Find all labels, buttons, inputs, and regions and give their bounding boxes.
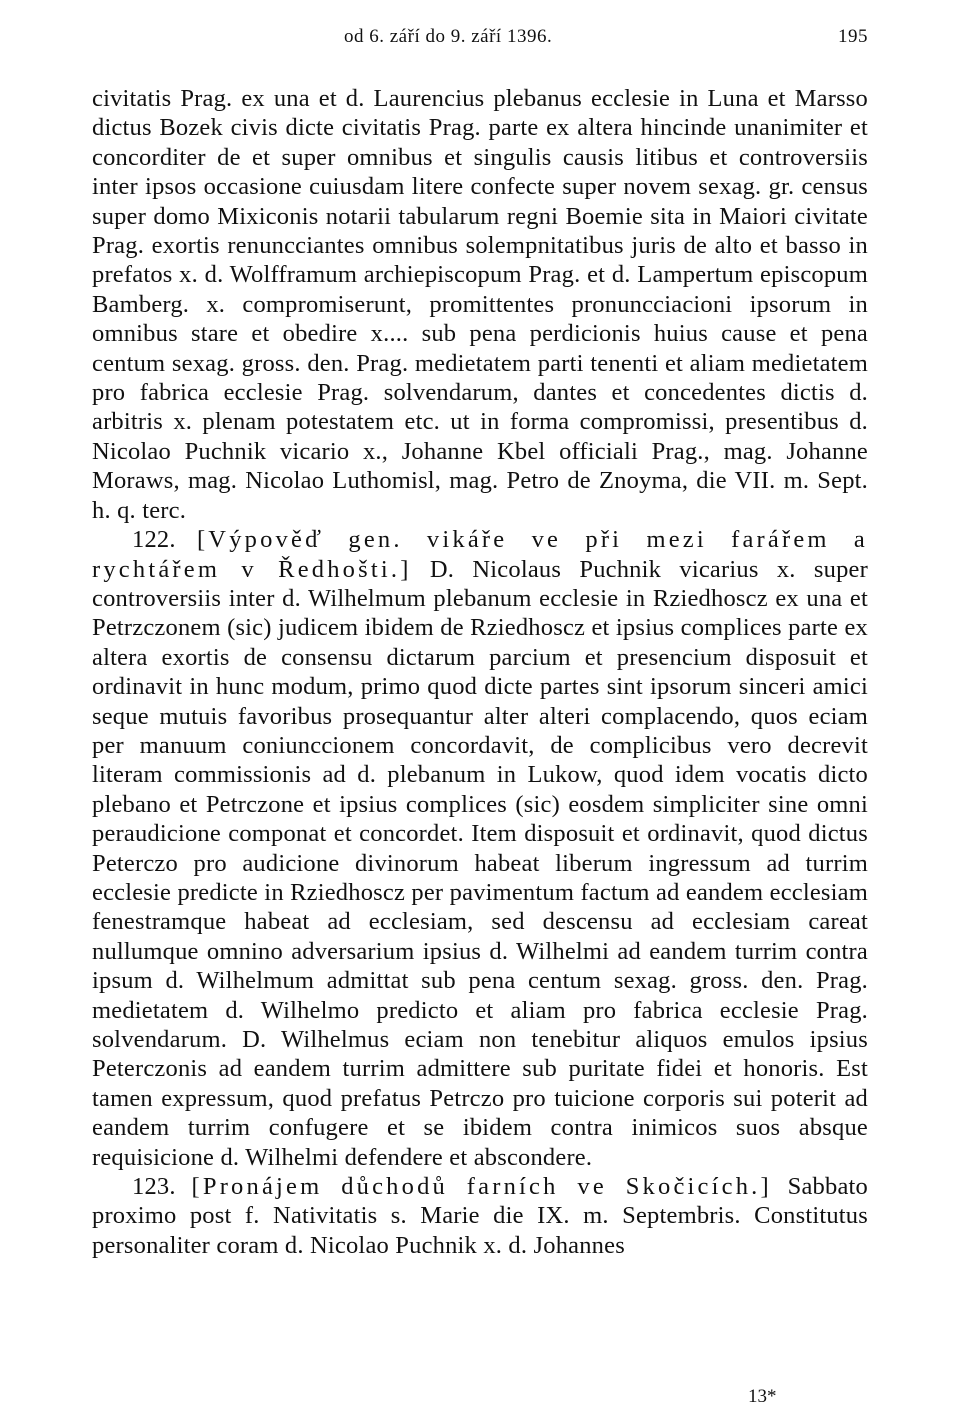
page-header — [92, 26, 868, 56]
body-text — [92, 84, 868, 1260]
paragraph-continuation: civitatis Prag. ex una et d. Laurencius plebanus ecclesie in Luna et Marsso dictus Bozek civis dicte civitatis Prag. parte ex altera hincinde unanimiter et concorditer de et super omnibus et singulis causis litibus et controversiis inter ipsos occasione cuiusdam litere confecte super novem sexag. gr. census super domo Mixiconis notarii tabularum regni Boemie sita in Maiori civitate Prag. exortis renuncciantes omnibus solempnitatibus juris de alto et basso in prefatos x. d. Wolfframum archiepiscopum Prag. et d. Lampertum episcopum Bamberg. x. compromiserunt, promittentes pronuncciacioni ipsorum in omnibus stare et obedire x.... sub pena perdicionis huius cause et pena centum sexag. gross. den. Prag. medietatem parti tenenti et aliam medietatem pro fabrica ecclesie Prag. solvendarum, dantes et concedentes dictis d. arbitris x. plenam potestatem etc. ut in forma compromissi, presentibus d. Nicolao Puchnik vicario x., Johanne Kbel officiali Prag., mag. Johanne Moraws, mag. Nicolao Luthomisl, mag. Petro de Znoyma, die VII. m. Sept. h. q. terc. — [92, 85, 868, 524]
entry-123 — [92, 1172, 868, 1260]
entry-number: 123. — [132, 1173, 176, 1201]
entry-number: 122. — [132, 526, 176, 554]
entry-heading: [Pronájem důchodů farních ve Skočicích.] — [191, 1173, 772, 1201]
entry-text: Sabbato proximo post f. Nativitatis s. Marie die IX. m. Septembris. Constitutus personaliter coram d. Nicolao Puchnik x. d. Johannes — [92, 1173, 868, 1259]
running-title: od 6. září do 9. září 1396. — [344, 26, 553, 47]
entry-122 — [92, 525, 868, 1172]
entry-text: D. Nicolaus Puchnik vicarius x. super controversiis inter d. Wilhelmum plebanum ecclesie in Rziedhoscz ex una et Petrzczonem (sic) judicem ibidem de Rziedhoscz et ipsius complices parte ex altera exortis de consensu dictarum parcium et presencium disposuit et ordinavit in hunc modum, primo quod dicte partes sint ipsorum sinceri amici seque mutuis favoribus prosequantur alter alteri complacendo, quos eciam per manuum coniunccionem concordavit, de complicibus vero decrevit literam commissionis ad d. plebanum in Lukow, quod idem vocatis dicto plebano et Petrczone et ipsius complices (sic) eosdem simpliciter sine omni peraudicione componat et concordet. Item disposuit et ordinavit, quod dictus Peterczo pro audicione divinorum habeat liberum ingressum ad turrim ecclesie predicte in Rziedhoscz per pavimentum factum ad eandem ecclesiam fenestramque habeat ad ecclesiam, sed descensu ad ecclesiam careat nullumque omnino adversarium ipsius d. Wilhelmi ad eandem turrim contra ipsum d. Wilhelmum admittat sub pena centum sexag. gross. den. Prag. medietatem d. Wilhelmo predicto et aliam pro fabrica ecclesie Prag. solvendarum. D. Wilhelmus eciam non tenebitur aliquos emulos ipsius Peterczonis ad eandem turrim admittere sub puritate fidei et honoris. Est tamen expressum, quod prefatus Petrczo pro tuicione corporis sui poterit ad eandem turrim confugere et se ibidem contra inimicos suos absque requisicione d. Wilhelmi defendere et abscondere. — [92, 555, 868, 1171]
page-number: 195 — [838, 26, 868, 47]
entry-heading: [Výpověď gen. vikáře ve při mezi farářem a rychtářem v Ředhošti.] — [92, 526, 868, 583]
signature-mark: 13* — [748, 1386, 777, 1407]
